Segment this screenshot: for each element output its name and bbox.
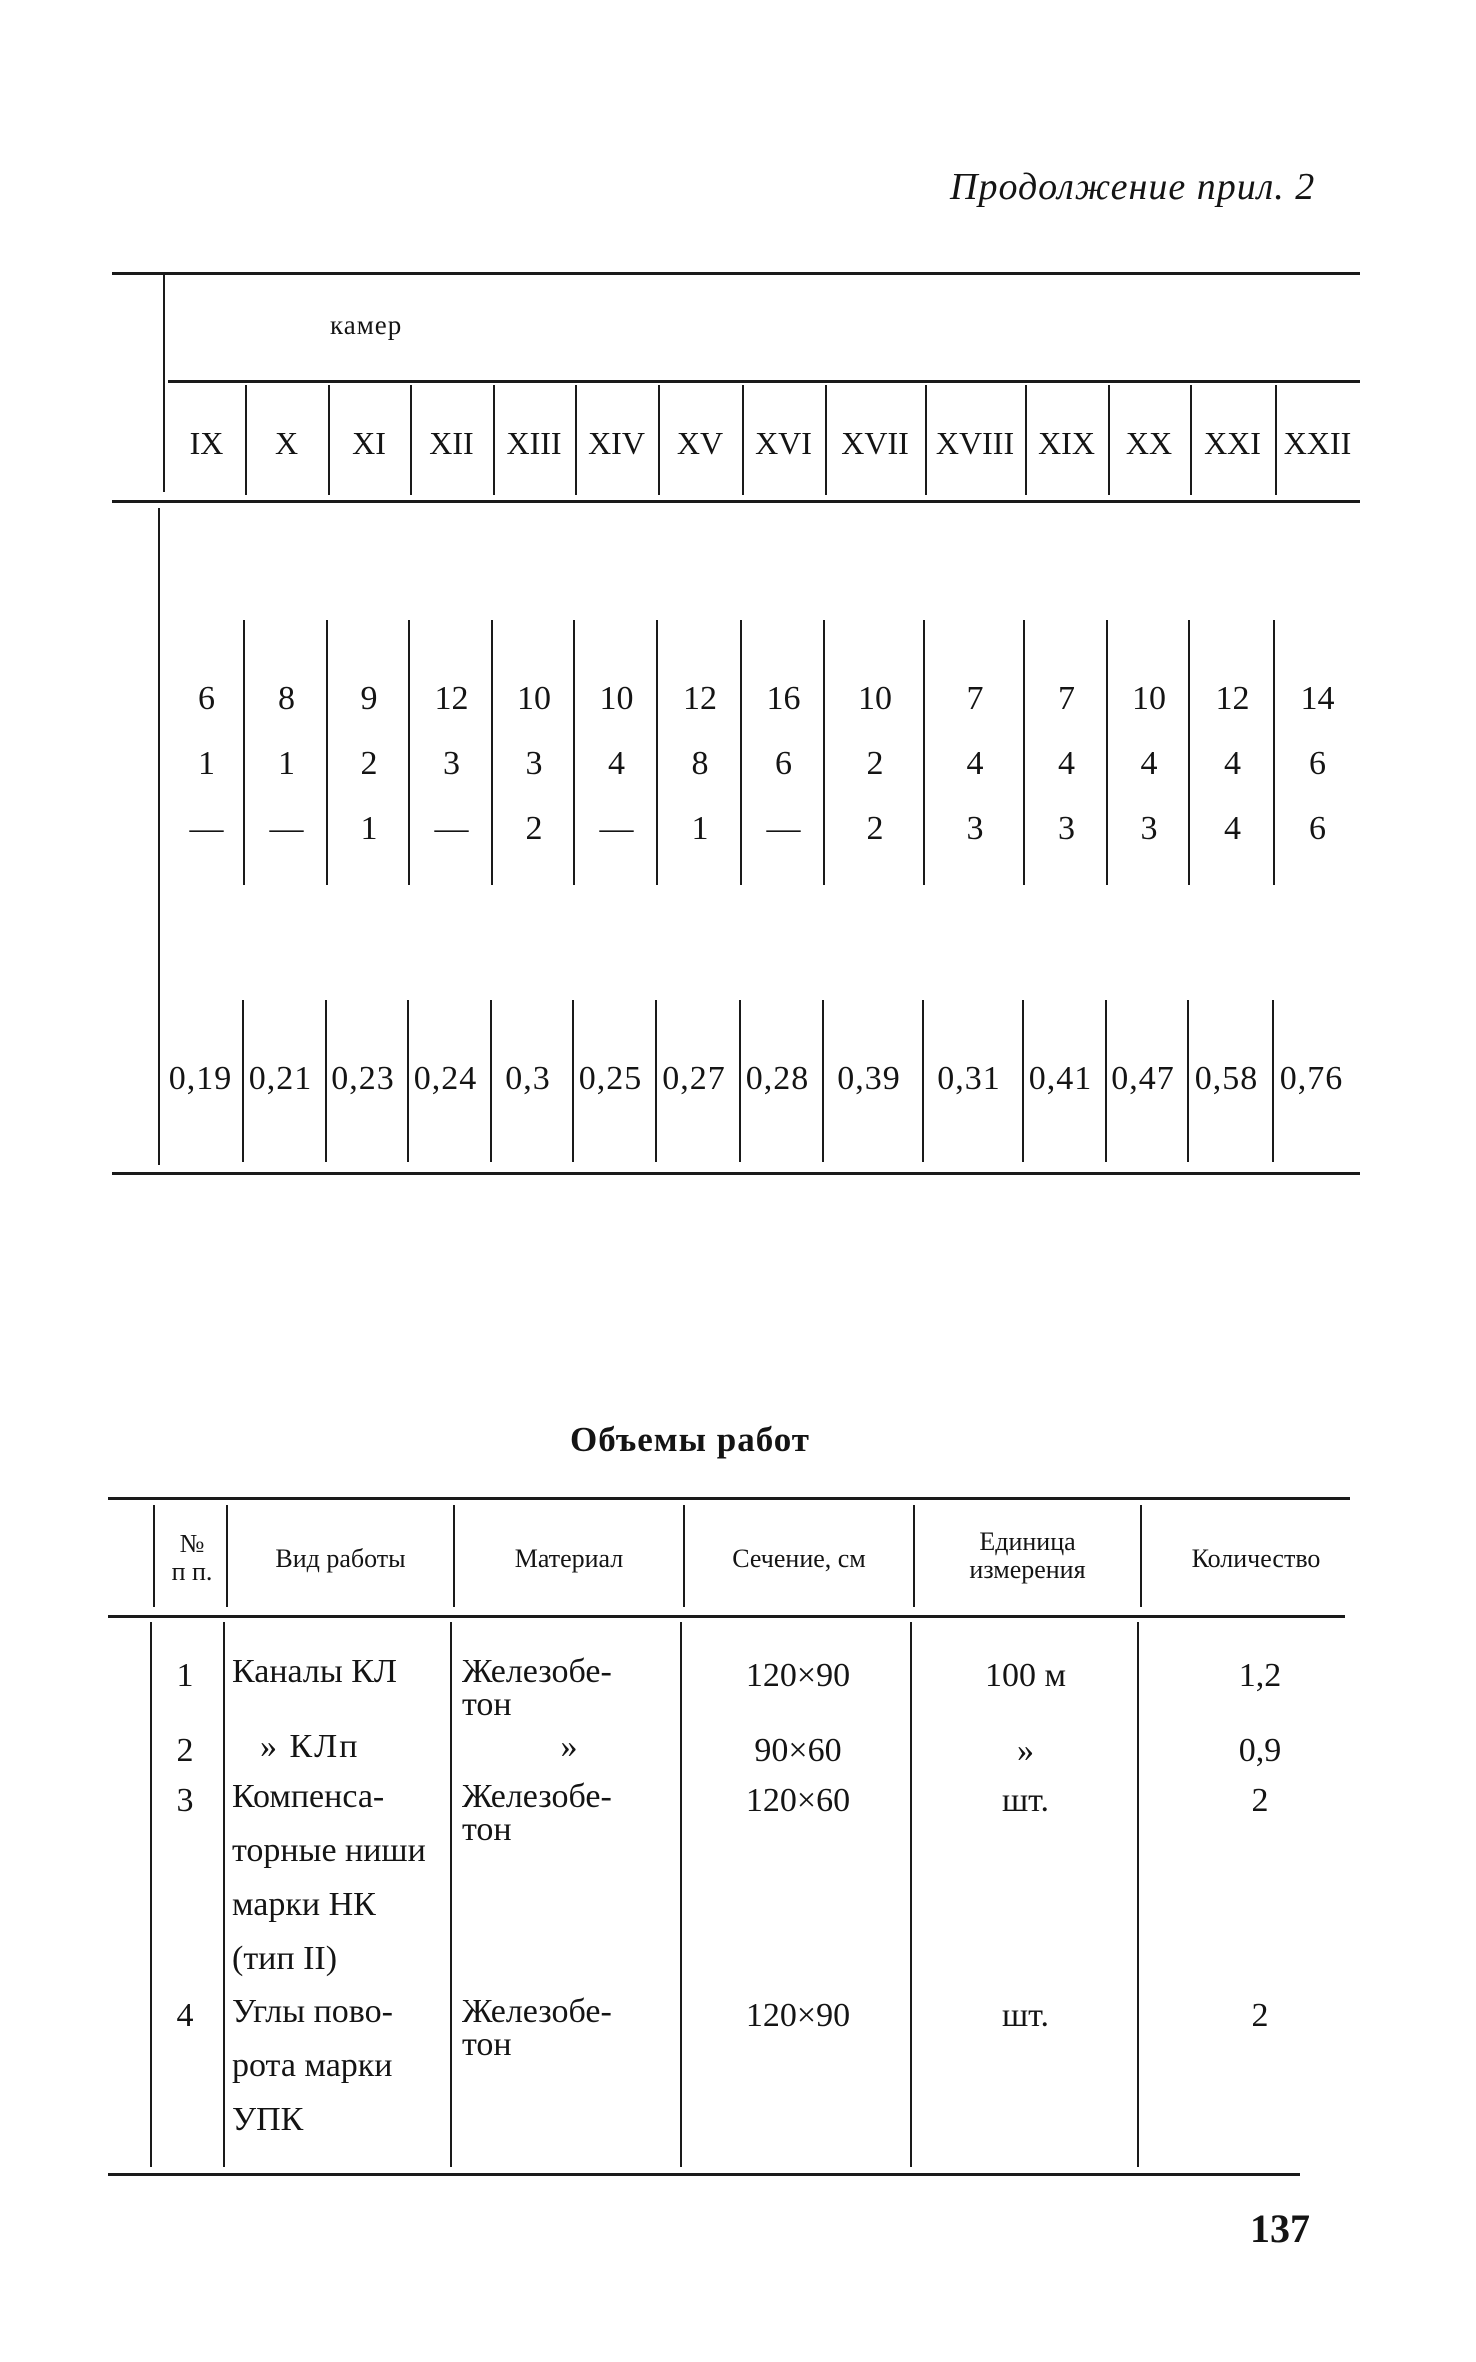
- header-unit-line1: Единица: [979, 1527, 1076, 1556]
- table-cell: 12: [683, 680, 717, 717]
- table-cell: 4: [1140, 745, 1158, 782]
- work-kind-line: Компенса-: [232, 1778, 385, 1815]
- material-line: Железобе-: [462, 1653, 612, 1690]
- column-header: XX: [1125, 425, 1173, 461]
- table-cell: 7: [966, 680, 984, 717]
- table-cell: 1: [198, 745, 215, 782]
- section-cell: 120×60: [745, 1782, 851, 1819]
- material-line: тон: [462, 1811, 512, 1848]
- table-cell: 4: [1224, 810, 1241, 847]
- table-cell: 3: [443, 745, 460, 782]
- table-cell: 3: [1140, 810, 1158, 847]
- table-cell: 1: [278, 745, 295, 782]
- column-header: XXII: [1283, 425, 1352, 461]
- works-header-separator: [226, 1505, 228, 1607]
- header-kind: Вид работы: [275, 1544, 406, 1573]
- material-line: Железобе-: [462, 1993, 612, 2030]
- section-cell: 90×60: [754, 1732, 842, 1769]
- works-column-separator: [223, 1622, 225, 2167]
- table-cell: —: [766, 810, 801, 847]
- table-cell: 3: [525, 745, 543, 782]
- coefficient-cell: 0,31: [937, 1060, 1001, 1097]
- column-header: XIV: [588, 425, 645, 461]
- column-header: XII: [429, 425, 474, 461]
- works-header-separator: [453, 1505, 455, 1607]
- works-column-separator: [680, 1622, 682, 2167]
- row-number: 2: [176, 1732, 194, 1769]
- continuation-caption: Продолжение прил. 2: [950, 166, 1316, 208]
- section-cell: 120×90: [745, 1997, 851, 2034]
- material-line: тон: [462, 1686, 512, 1723]
- coefficient-cell: 0,58: [1194, 1060, 1259, 1097]
- table-cell: 4: [1224, 745, 1241, 782]
- table-cell: 2: [866, 745, 884, 782]
- row-number: 4: [176, 1997, 194, 2034]
- table-cell: 16: [766, 680, 801, 717]
- chambers-rule: [112, 500, 1360, 503]
- table-cell: 7: [1058, 680, 1075, 717]
- works-column-separator: [1137, 1622, 1139, 2167]
- work-kind-line: » КЛп: [260, 1728, 360, 1765]
- table-cell: 2: [360, 745, 378, 782]
- unit-cell: шт.: [1002, 1997, 1049, 2034]
- header-num: [158, 1530, 226, 1586]
- table-cell: 9: [360, 680, 378, 717]
- works-rule: [108, 1497, 1350, 1500]
- table-cell: 12: [434, 680, 469, 717]
- table-cell: 10: [858, 680, 892, 717]
- row-number: 3: [176, 1782, 194, 1819]
- column-header: XVI: [755, 425, 812, 461]
- table-cell: 6: [198, 680, 215, 717]
- chambers-rule: [168, 380, 1360, 383]
- table-cell: 10: [517, 680, 551, 717]
- table-cell: 1: [360, 810, 378, 847]
- material-line: тон: [462, 2026, 512, 2063]
- table-cell: —: [269, 810, 304, 847]
- coefficient-cell: 0,24: [413, 1060, 478, 1097]
- table-cell: 10: [599, 680, 634, 717]
- work-kind-line: (тип II): [232, 1940, 338, 1977]
- header-material: Материал: [514, 1544, 624, 1573]
- header-num-line1: №: [179, 1529, 205, 1558]
- column-header: XXI: [1204, 425, 1261, 461]
- header-unit: [915, 1528, 1140, 1584]
- chambers-group-label: камер: [330, 310, 403, 340]
- coefficient-cell: 0,28: [745, 1060, 810, 1097]
- works-rule: [108, 1615, 1345, 1618]
- table-cell: 1: [691, 810, 709, 847]
- coefficient-cell: 0,27: [662, 1060, 726, 1097]
- table-cell: 10: [1132, 680, 1166, 717]
- table-cell: 3: [966, 810, 984, 847]
- unit-cell: »: [1017, 1732, 1034, 1769]
- coefficient-cell: 0,47: [1111, 1060, 1175, 1097]
- table-cell: 8: [691, 745, 709, 782]
- table-cell: 3: [1058, 810, 1075, 847]
- table-cell: 4: [966, 745, 984, 782]
- table-cell: —: [599, 810, 634, 847]
- page-number: 137: [1250, 2206, 1310, 2251]
- works-column-separator: [450, 1622, 452, 2167]
- work-kind-line: рота марки: [232, 2047, 393, 2084]
- works-header-separator: [683, 1505, 685, 1607]
- table-cell: 4: [608, 745, 625, 782]
- row-number: 1: [176, 1657, 194, 1694]
- material-line: Железобе-: [462, 1778, 612, 1815]
- table-cell: 6: [1309, 745, 1326, 782]
- quantity-cell: 0,9: [1238, 1732, 1282, 1769]
- coefficient-cell: 0,23: [331, 1060, 395, 1097]
- table-cell: 14: [1300, 680, 1335, 717]
- table-cell: 2: [525, 810, 543, 847]
- quantity-cell: 2: [1251, 1782, 1269, 1819]
- coefficient-cell: 0,3: [505, 1060, 551, 1097]
- coefficient-cell: 0,41: [1028, 1060, 1093, 1097]
- coefficient-cell: 0,25: [578, 1060, 643, 1097]
- column-header: X: [274, 425, 299, 461]
- coefficient-cell: 0,19: [168, 1060, 233, 1097]
- work-kind-line: торные ниши: [232, 1832, 426, 1869]
- coefficient-cell: 0,76: [1279, 1060, 1344, 1097]
- column-header: XV: [676, 425, 724, 461]
- header-section: Сечение, см: [732, 1544, 866, 1573]
- chambers-left-border: [163, 272, 165, 492]
- table-cell: —: [189, 810, 224, 847]
- coefficient-cell: 0,21: [248, 1060, 313, 1097]
- column-header: XVIII: [935, 425, 1015, 461]
- header-quantity: Количество: [1191, 1544, 1321, 1573]
- chambers-rule: [112, 1172, 1360, 1175]
- material-line: »: [560, 1728, 578, 1765]
- quantity-cell: 1,2: [1238, 1657, 1282, 1694]
- column-header: IX: [189, 425, 224, 461]
- coefficient-cell: 0,39: [837, 1060, 901, 1097]
- chambers-left-border: [158, 508, 160, 1165]
- header-num-line2: п п.: [171, 1557, 213, 1586]
- works-rule: [108, 2173, 1300, 2176]
- work-kind-line: УПК: [232, 2101, 304, 2138]
- column-header: XVII: [841, 425, 909, 461]
- work-kind-line: марки НК: [232, 1886, 376, 1923]
- table-cell: —: [434, 810, 469, 847]
- works-header-separator: [1140, 1505, 1142, 1607]
- column-header: XIX: [1038, 425, 1095, 461]
- section-cell: 120×90: [745, 1657, 851, 1694]
- work-kind-line: Каналы КЛ: [232, 1653, 397, 1690]
- works-left-border: [150, 1622, 152, 2167]
- column-header: XI: [352, 425, 386, 461]
- header-unit-line2: измерения: [969, 1555, 1086, 1584]
- table-cell: 4: [1058, 745, 1075, 782]
- unit-cell: 100 м: [984, 1657, 1066, 1694]
- table-cell: 6: [775, 745, 792, 782]
- column-header: XIII: [506, 425, 562, 461]
- unit-cell: шт.: [1002, 1782, 1049, 1819]
- table-cell: 2: [866, 810, 884, 847]
- quantity-cell: 2: [1251, 1997, 1269, 2034]
- chambers-rule: [112, 272, 1360, 275]
- works-column-separator: [910, 1622, 912, 2167]
- work-kind-line: Углы пово-: [232, 1993, 393, 2030]
- works-title: Объемы работ: [570, 1420, 810, 1459]
- table-cell: 8: [278, 680, 295, 717]
- table-cell: 12: [1215, 680, 1250, 717]
- works-left-border: [153, 1505, 155, 1607]
- works-header-separator: [913, 1505, 915, 1607]
- table-cell: 6: [1309, 810, 1326, 847]
